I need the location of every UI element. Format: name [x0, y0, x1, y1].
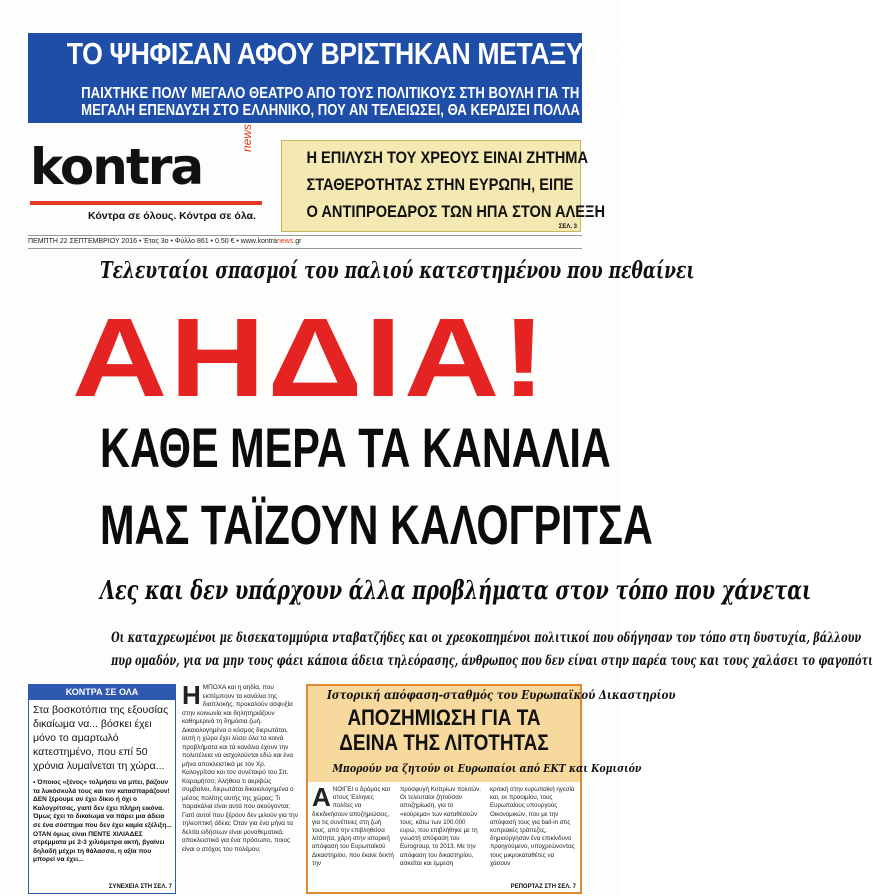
main-deck-line1: Οι καταχρεωμένοι με δισεκατομμύρια νταβατζήδες και οι χρεοκοπημένοι πολιτικοί που οδήγησαν τον τόπο στη δυστυχία, βάλλουν	[111, 630, 862, 646]
court-story-column1	[312, 782, 394, 868]
main-article-column	[182, 680, 300, 884]
court-story-column2: προσφυγή Κυπρίων πολιτών. Οι τελευταίοι ζητούσαν αποζημίωση, για το «κούρεμα» των καταθέσεών τους, κάτω των 100.000 ευρώ, που επιβλήθηκε με τη γνωστή απόφαση του Eurogroup, το 2013. Με την απόφαση του δικαστηρίου, ασκείται και έμμεση	[400, 786, 481, 867]
main-subhead: Λες και δεν υπάρχουν άλλα προβλήματα στον τόπο που χάνεται	[100, 576, 812, 606]
side-story-box	[281, 140, 606, 232]
kontra-se-ola-body-p2: ΔΕΝ ξέρουμε αν έχει δίκιο ή όχι ο Καλογρίτσας, γιατί δεν έχει πλήρη εικόνα. Όμως έχει το δικαίωμα να πάρει μια άδεια σε ένα σύστημα που δεν έχει καμία εξέλιξη...	[33, 796, 172, 829]
kontra-se-ola-continued: ΣΥΝΕΧΕΙΑ ΣΤΗ ΣΕΛ. 7	[108, 884, 172, 890]
top-subheadline-line2: ΜΕΓΑΛΗ ΕΠΕΝΔΥΣΗ ΣΤΟ ΕΛΛΗΝΙΚΟ, ΠΟΥ ΑΝ ΤΕΛΕΙΩΣΕΙ, ΘΑ ΚΕΡΔΙΣΕΙ ΠΟΛΛΑ Η ΧΩΡΑ	[81, 102, 634, 119]
kontra-se-ola-body-p1: • Όποιος «ξένος» τολμήσει να μπει, βάζουν τα λυκόσκυλά τους και τον κατασπαράζουν!	[33, 779, 170, 795]
side-story-line1: Η ΕΠΙΛΥΣΗ ΤΟΥ ΧΡΕΟΥΣ ΕΙΝΑΙ ΖΗΤΗΜΑ	[306, 148, 589, 167]
court-story-header	[308, 686, 676, 782]
court-story-box	[306, 684, 676, 894]
logo-suffix: news	[240, 123, 254, 152]
main-banner-word: ΑΗΔΙΑ!	[71, 295, 549, 420]
kontra-se-ola-box	[28, 684, 176, 894]
top-banner	[28, 33, 659, 123]
court-story-column1-text: ΝΟΙΓΕΙ ο δρόμος και στους Έλληνες πολίτες να διεκδικήσουν αποζημιώσεις, για τις συνέπειες στη ζωή τους, από την επιβληθείσα λιτότητα, χάρη στην ιστορική απόφαση του Ευρωπαϊκού Δικαστηρίου, που έκανε δεκτή την	[312, 786, 394, 867]
kontra-se-ola-lead: Στα βοσκοτόπια της εξουσίας δικαίωμα να... βόσκει έχει μόνο το αμαρτωλό κατεστημένο, που επί 50 χρόνια λυμαίνεται τη χώρα...	[33, 704, 169, 772]
main-deck-line2: πυρ ομαδόν, για να μην τους φάει κάποια άδεια τηλεόρασης, άνθρωπος που δεν είναι στην παρέα τους και τους χαλάσει το φαγοπότι	[111, 653, 873, 669]
logo: kontra	[30, 138, 203, 196]
court-story-column3: κριτική στην ευρωπαϊκή ηγεσία και, εκ προοιμίου, τους Ευρωπαίους υπουργούς Οικονομικών, που με την απόφασή τους για bail-in στις κυπριακές τράπεζες, δημιούργησαν ένα επικίνδυνο προηγούμενο, υποχρεώνοντας τους μικροκαταθέτες να χάσουν	[490, 786, 575, 867]
main-article-text: ΜΠΟΧΑ και η αηδία, που εκπέμπουν τα κανάλια της διαπλοκής, προκαλούν ασφυξία στην κοινωνία και δηλητηριάζουν καθημερινά τη δημόσια ζωή. Δικαιολογημένα ο κόσμος διερωτάται, αυτή η χώρα έχει λύσει όλα τα κοινά προβλήματα και τα κανάλια έχουν την πολυτέλεια να ασχολούνται εδώ και ένα μήνα αποκλειστικά με τον Χρ. Καλογρίτσα και τον συνέταιρό του Σπ. Καραμήτσο; Αλήθεια τι ακριβώς συμβαίνει, διερωτάται δικαιολογημένα ο μέσος πολίτης αυτής της χώρας; Τι παρακάλια είναι αυτά που ακούγονται; Γιατί αυτοί που ξέρουν δεν μιλούν για την τηλεοπτική άδεια; Όταν για ένα μήνα τα δελτία ειδήσεων είναι μονοθεματικά, αποκλειστικά για ένα πρόσωπο, ποιος είναι ο στόχος του πολέμου;	[182, 684, 298, 853]
kontra-se-ola-title: ΚΟΝΤΡΑ ΣΕ ΟΛΑ	[29, 685, 175, 700]
top-headline: ΤΟ ΨΗΦΙΣΑΝ ΑΦΟΥ ΒΡΙΣΤΗΚΑΝ ΜΕΤΑΞΥ ΤΟΥΣ	[66, 36, 659, 71]
court-story-headline	[327, 705, 561, 755]
dateline	[28, 235, 582, 249]
main-article-dropcap: Η	[182, 680, 201, 710]
main-deck	[28, 627, 873, 673]
logo-underline	[30, 201, 262, 205]
tagline: Κόντρα σε όλους. Κόντρα σε όλα.	[88, 210, 256, 222]
court-story-page-ref: ΡΕΠΟΡΤΑΖ ΣΤΗ ΣΕΛ. 7	[510, 884, 576, 890]
kontra-se-ola-body	[33, 779, 173, 865]
kontra-se-ola-body-p3: ΟΤΑΝ όμως είναι ΠΕΝΤΕ ΧΙΛΙΑΔΕΣ στρέμματα με 2-3 χιλιόμετρα ακτή, βγαίνει δηλαδή μέχρι τη θάλασσα, η αξία που μπορεί να έχει...	[33, 830, 165, 864]
dateline-suffix: .gr	[293, 238, 302, 245]
top-subheadline-line1: ΠΑΙΧΤΗΚΕ ΠΟΛΥ ΜΕΓΑΛΟ ΘΕΑΤΡΟ ΑΠΟ ΤΟΥΣ ΠΟΛΙΤΙΚΟΥΣ ΣΤΗ ΒΟΥΛΗ ΓΙΑ ΤΗ	[81, 85, 580, 102]
side-story-line3: Ο ΑΝΤΙΠΡΟΕΔΡΟΣ ΤΩΝ ΗΠΑ ΣΤΟΝ ΑΛΕΞΗ	[306, 202, 606, 221]
top-subheadline	[81, 85, 634, 119]
masthead	[28, 123, 278, 228]
main-headline-line1: ΚΑΘΕ ΜΕΡΑ ΤΑ ΚΑΝΑΛΙΑ	[100, 416, 611, 479]
dateline-news: news	[277, 238, 294, 245]
main-headline-line2: ΜΑΣ ΤΑΪΖΟΥΝ ΚΑΛΟΓΡΙΤΣΑ	[100, 493, 653, 556]
court-story-headline-line2: ΔΕΙΝΑ ΤΗΣ ΛΙΤΟΤΗΤΑΣ	[339, 730, 549, 755]
court-story-kicker: Ιστορική απόφαση-σταθμός του Ευρωπαϊκού Δικαστηρίου	[327, 688, 676, 702]
court-story-dropcap: Α	[312, 782, 331, 812]
side-story-line2: ΣΤΑΘΕΡΟΤΗΤΑΣ ΣΤΗΝ ΕΥΡΩΠΗ, ΕΙΠΕ	[306, 175, 574, 194]
dateline-text: ΠΕΜΠΤΗ 22 ΣΕΠΤΕΜΒΡΙΟΥ 2016 • Έτος 3ο • Φύλλο 861 • 0.50 € • www.kontra	[28, 238, 277, 245]
side-story-page-ref: ΣΕΛ. 3	[558, 224, 577, 230]
court-story-headline-line1: ΑΠΟΖΗΜΙΩΣΗ ΓΙΑ ΤΑ	[347, 705, 541, 730]
side-story-headline	[306, 144, 606, 225]
court-story-subhead: Μπορούν να ζητούν οι Ευρωπαίοι από ΕΚΤ και Κομισιόν	[332, 761, 642, 775]
main-kicker: Τελευταίοι σπασμοί του παλιού κατεστημένου που πεθαίνει	[100, 257, 695, 284]
